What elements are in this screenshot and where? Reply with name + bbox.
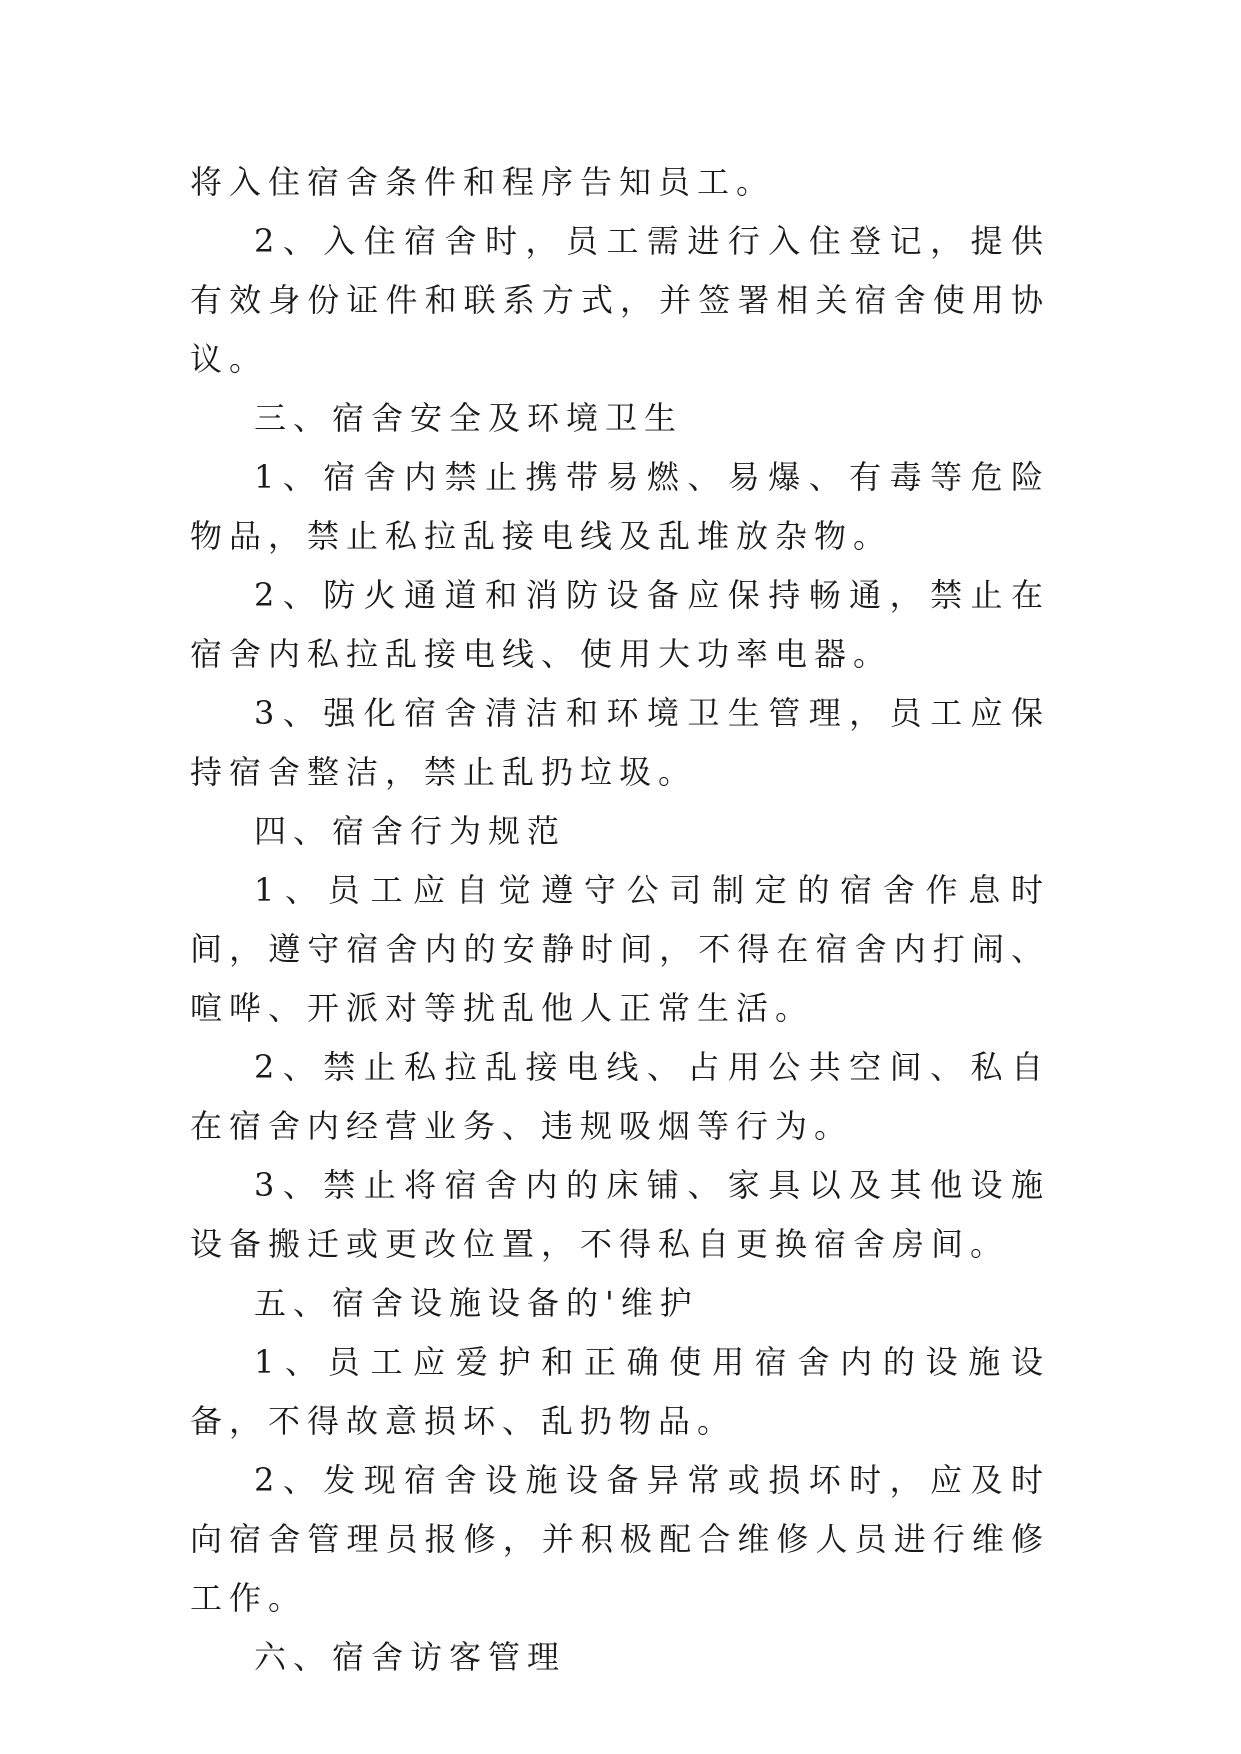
paragraph: 2、禁止私拉乱接电线、占用公共空间、私自在宿舍内经营业务、违规吸烟等行为。 bbox=[190, 1048, 1050, 1145]
paragraph: 1、员工应自觉遵守公司制定的宿舍作息时间，遵守宿舍内的安静时间，不得在宿舍内打闹、喧哗、开派对等扰乱他人正常生活。 bbox=[190, 871, 1050, 1027]
paragraph: 1、员工应爱护和正确使用宿舍内的设施设备，不得故意损坏、乱扔物品。 bbox=[190, 1343, 1050, 1440]
paragraph: 3、强化宿舍清洁和环境卫生管理，员工应保持宿舍整洁，禁止乱扔垃圾。 bbox=[190, 694, 1050, 791]
section-heading: 三、宿舍安全及环境卫生 bbox=[254, 399, 684, 437]
document-body bbox=[190, 153, 1050, 1687]
section-heading: 四、宿舍行为规范 bbox=[254, 812, 567, 850]
paragraph: 将入住宿舍条件和程序告知员工。 bbox=[190, 163, 776, 201]
paragraph: 2、防火通道和消防设备应保持畅通，禁止在宿舍内私拉乱接电线、使用大功率电器。 bbox=[190, 576, 1050, 673]
section-heading: 六、宿舍访客管理 bbox=[254, 1638, 567, 1676]
paragraph: 2、入住宿舍时，员工需进行入住登记，提供有效身份证件和联系方式，并签署相关宿舍使用协议。 bbox=[190, 222, 1050, 378]
section-heading: 五、宿舍设施设备的'维护 bbox=[254, 1284, 699, 1322]
paragraph: 1、宿舍内禁止携带易燃、易爆、有毒等危险物品，禁止私拉乱接电线及乱堆放杂物。 bbox=[190, 458, 1050, 555]
paragraph: 2、发现宿舍设施设备异常或损坏时，应及时向宿舍管理员报修，并积极配合维修人员进行维修工作。 bbox=[190, 1461, 1050, 1617]
paragraph: 3、禁止将宿舍内的床铺、家具以及其他设施设备搬迁或更改位置，不得私自更换宿舍房间。 bbox=[190, 1166, 1050, 1263]
